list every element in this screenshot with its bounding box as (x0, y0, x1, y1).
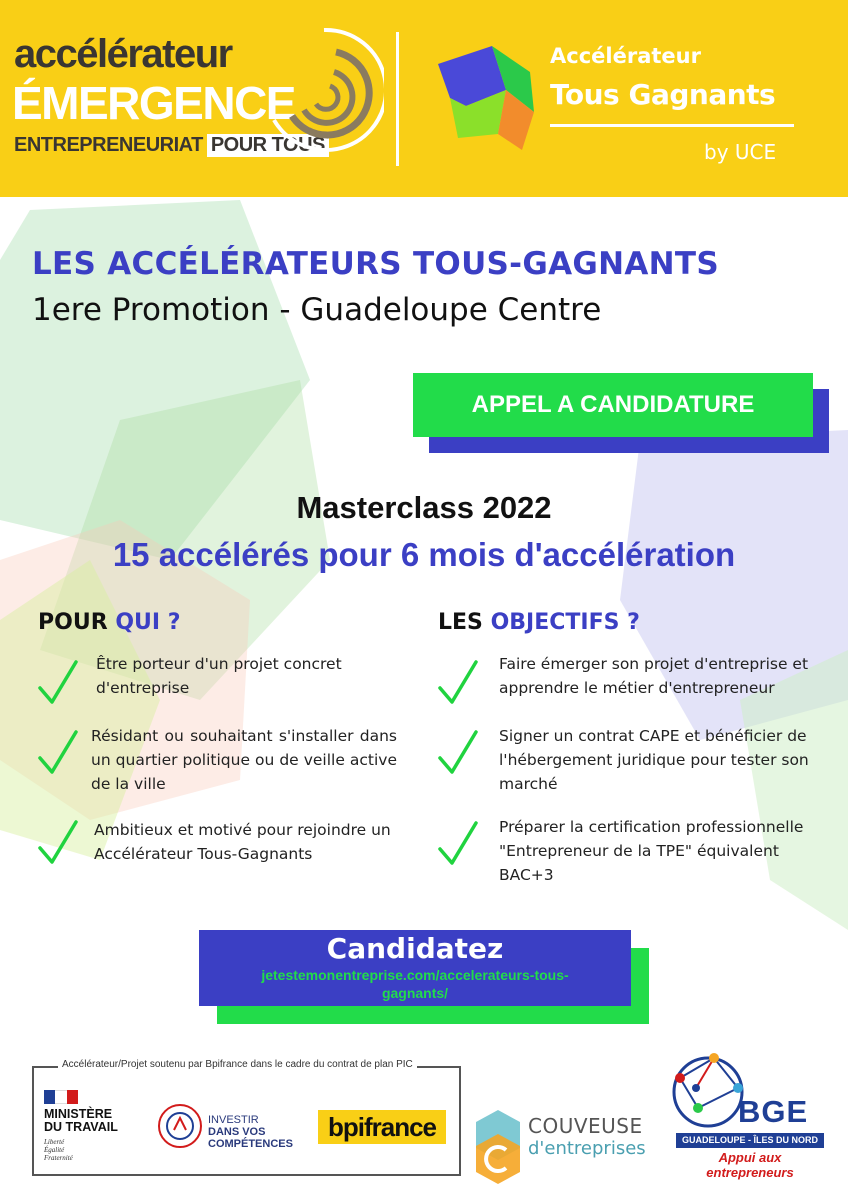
spiral-logo-icon (264, 20, 384, 160)
pour-qui-item-1: Être porteur d'un projet concret d'entreprise (96, 655, 342, 697)
sub-title: 1ere Promotion - Guadeloupe Centre (32, 292, 602, 328)
checkmark-icon (36, 658, 80, 706)
emergence-logo-tag: POUR TOUS (207, 134, 329, 157)
investir-line1: INVESTIR (208, 1114, 259, 1126)
emergence-logo-line2: ÉMERGENCE (12, 77, 295, 129)
bge-name: BGE (738, 1094, 809, 1129)
objectifs-item-1: Faire émerger son projet d'entreprise et apprendre le métier d'entrepreneur (499, 655, 809, 697)
couveuse-logo-icon (472, 1106, 524, 1186)
objectifs-item-2: Signer un contrat CAPE et bénéficier de l'hébergement juridique pour tester son marché (499, 727, 809, 793)
ministere-motto1: Liberté (44, 1138, 65, 1146)
tous-gagnants-line2: Tous Gagnants (550, 78, 776, 111)
sponsor-caption: Accélérateur/Projet soutenu par Bpifrance dans le cadre du contrat de plan PIC (58, 1059, 417, 1070)
bpifrance-logo: bpifrance (318, 1110, 446, 1144)
bge-tagline: Appui aux entrepreneurs (706, 1150, 794, 1180)
objectifs-heading-accent: OBJECTIFS ? (490, 610, 640, 635)
checkmark-icon (436, 728, 480, 776)
bge-network-icon (668, 1048, 748, 1132)
pentagon-logo-icon (432, 42, 544, 154)
pour-qui-item-2: Résidant ou souhaitant s'installer dans un quartier politique ou de veille active de la ville (91, 727, 397, 793)
ministere-travail-logo (44, 1090, 118, 1162)
objectifs-item-3: Préparer la certification professionnelle "Entrepreneur de la TPE" équivalent BAC+3 (499, 818, 804, 884)
invest-seal-icon (156, 1102, 204, 1150)
marianne-flag-icon (44, 1090, 78, 1104)
objectifs-heading (438, 610, 640, 635)
bge-region: GUADELOUPE - ÎLES DU NORD (676, 1133, 824, 1148)
pour-qui-heading-plain: POUR (38, 610, 108, 635)
checkmark-icon (36, 818, 80, 866)
emergence-logo-line1: accélérateur (14, 32, 232, 76)
candidatez-link[interactable]: jetestemonentreprise.com/accelerateurs-tous-gagnants/ (261, 967, 569, 1001)
main-title: LES ACCÉLÉRATEURS TOUS-GAGNANTS (32, 246, 719, 282)
couveuse-line1: COUVEUSE (528, 1114, 643, 1138)
appel-candidature-button[interactable]: APPEL A CANDIDATURE (413, 373, 813, 437)
pour-qui-item-3: Ambitieux et motivé pour rejoindre un Accélérateur Tous-Gagnants (94, 821, 391, 863)
investir-line3: COMPÉTENCES (208, 1138, 293, 1150)
tous-gagnants-rule (550, 124, 794, 127)
masterclass-tagline: 15 accélérés pour 6 mois d'accélération (112, 536, 736, 573)
investir-logo (156, 1102, 293, 1154)
ministere-line1: MINISTÈRE (44, 1107, 113, 1121)
investir-line2: DANS VOS (208, 1126, 266, 1138)
pour-qui-heading (38, 610, 181, 635)
checkmark-icon (436, 819, 480, 867)
ministere-motto3: Fraternité (44, 1154, 73, 1162)
pour-qui-heading-accent: QUI ? (115, 610, 181, 635)
couveuse-line2: d'entreprises (528, 1138, 646, 1159)
header-banner (0, 0, 848, 197)
header-divider (396, 32, 399, 166)
masterclass-heading: Masterclass 2022 (296, 490, 552, 525)
tous-gagnants-line1: Accélérateur (550, 44, 701, 68)
ministere-line2: DU TRAVAIL (44, 1120, 118, 1134)
emergence-logo-word: ENTREPRENEURIAT (14, 134, 203, 156)
candidatez-title: Candidatez (326, 932, 504, 965)
candidatez-box (199, 930, 631, 1006)
checkmark-icon (36, 728, 80, 776)
objectifs-heading-plain: LES (438, 610, 483, 635)
ministere-motto2: Égalité (44, 1146, 65, 1154)
tous-gagnants-by: by UCE (704, 140, 777, 164)
checkmark-icon (436, 658, 480, 706)
